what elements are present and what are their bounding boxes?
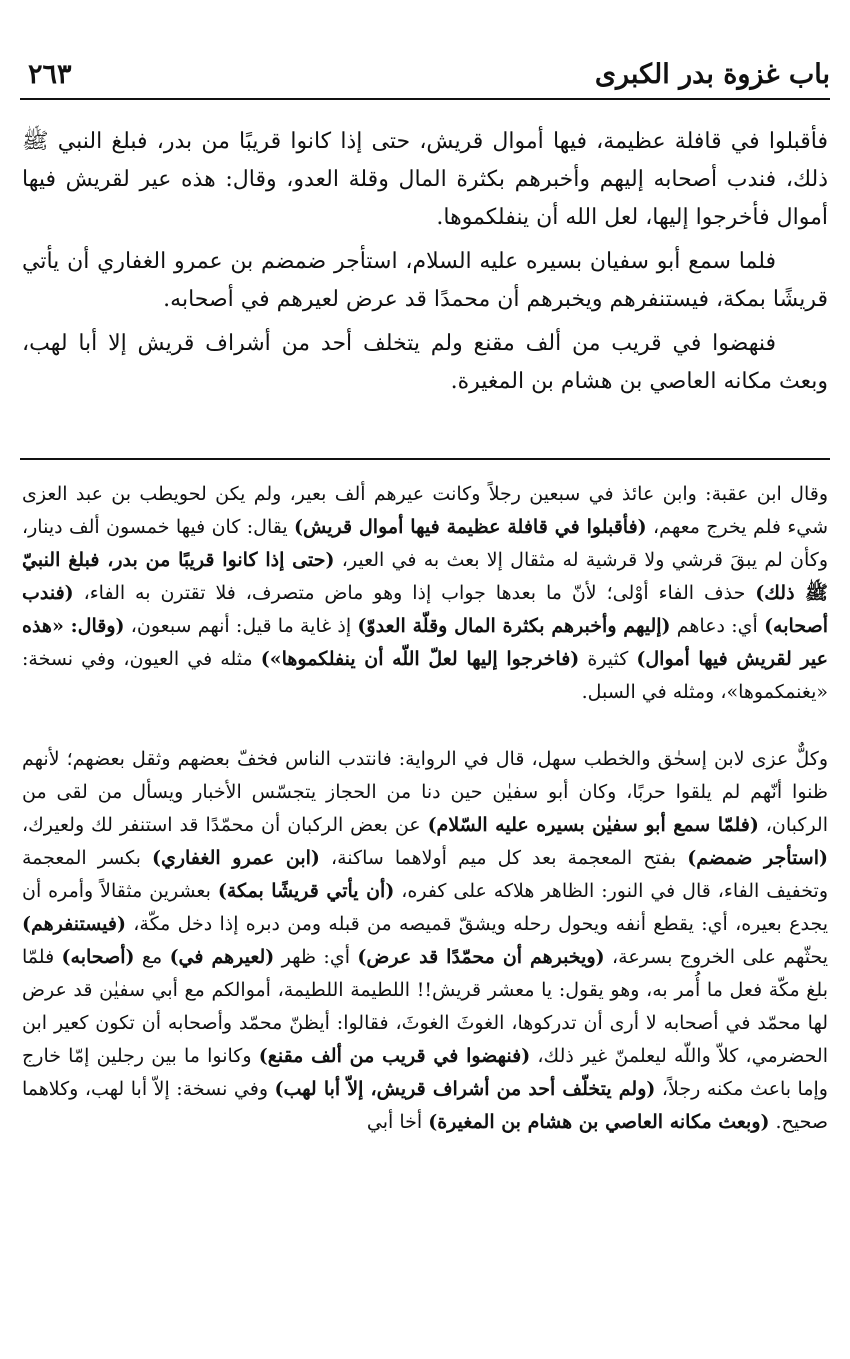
commentary-text: بفتح المعجمة بعد كل ميم أولاهما ساكنة،: [319, 847, 688, 869]
commentary-text: مع: [134, 946, 170, 968]
commentary-text: فلمّا بلغ مكّة فعل ما أُمر به، وهو يقول: يا معشر قريش!! اللطيمة اللطيمة، أموالكم مع أبي سفيٰن قد عرض لها محمّد في أصحابه لا أرى أن تدركوها، الغوثَ الغوثَ، فقالوا: أيظنّ محمّد وأصحابه أن تكون كعير ابن الحضرمي، كلاّ واللّه ليعلمنّ غير ذلك،: [22, 946, 828, 1067]
quoted-text: (فلمّا سمع أبو سفيٰن بسيره عليه السّلام): [427, 814, 759, 836]
quoted-text: (فنهضوا في قريب من ألف مقنع): [258, 1045, 531, 1067]
commentary-text: أي: ظهر: [274, 946, 358, 968]
section-divider: [20, 458, 830, 460]
quoted-text: (وبعث مكانه العاصي بن هشام بن المغيرة): [428, 1111, 770, 1133]
chapter-title: باب غزوة بدر الكبرى: [594, 59, 830, 90]
quoted-text: (حتى إذا كانوا قريبًا من بدر، فبلغ النبيّ ﷺ ذلك): [22, 549, 829, 604]
quoted-text: (فندب أصحابه): [22, 582, 828, 637]
quoted-text: (استأجر ضمضم): [687, 847, 828, 869]
quoted-text: (أن يأتي قريشًا بمكة): [217, 880, 395, 902]
main-paragraph-3: فنهضوا في قريب من ألف مقنع ولم يتخلف أحد من أشراف قريش إلا أبا لهب، وبعث مكانه العاصي بن هشام بن المغيرة.: [22, 331, 828, 394]
quoted-text: (فيستنفرهم): [22, 913, 126, 935]
header-divider: [20, 98, 830, 100]
commentary-text: وقال ابن عقبة: وابن عائذ في سبعين رجلاً وكانت عيرهم ألف بعير، ولم يكن لحويطب بن عبد العزى شيء فلم يخرج معهم،: [22, 483, 829, 538]
quoted-text: (فأقبلوا في قافلة عظيمة فيها أموال قريش): [294, 516, 647, 538]
commentary-text: بعشرين مثقالاً وأمره أن يجدع بعيره، أي: يقطع أنفه ويحول رحله ويشقّ قميصه من قبله ومن دبره إذا دخل مكّة،: [22, 880, 828, 935]
quoted-text: (إليهم وأخبرهم بكثرة المال وقلّة العدوّ): [357, 615, 671, 637]
commentary-text: أخا أبي: [366, 1111, 429, 1133]
quoted-text: (ويخبرهم أن محمّدًا قد عرض): [357, 946, 605, 968]
commentary-paragraph-1: [22, 478, 828, 709]
commentary-paragraph-2: [22, 743, 828, 1139]
quoted-text: (ابن عمرو الغفاري): [151, 847, 320, 869]
commentary-block: [22, 478, 828, 1139]
commentary-text: حذف الفاء أوْلى؛ لأنّ ما بعدها جواب إذا وهو ماض متصرف، فلا تقترن به الفاء،: [73, 582, 756, 604]
page-header: [20, 52, 830, 96]
page-number: ٢٦٣: [28, 59, 72, 90]
commentary-text: وفي نسخة: إلاّ أبا لهب، وكلاهما صحيح.: [22, 1078, 828, 1133]
main-paragraph-2: فلما سمع أبو سفيان بسيره عليه السلام، استأجر ضمضم بن عمرو الغفاري أن يأتي قريشًا بمكة، فيستنفرهم ويخبرهم أن محمدًا قد عرض لعيرهم في أصحابه.: [22, 249, 828, 312]
commentary-text: كثيرة: [579, 648, 637, 670]
commentary-text: أي: دعاهم: [670, 615, 765, 637]
quoted-text: (وقال: «هذه عير لقريش فيها أموال): [22, 615, 828, 670]
commentary-text: بكسر المعجمة وتخفيف الفاء، قال في النور: الظاهر هلاكه على كفره،: [22, 847, 828, 902]
commentary-text: وكلٌّ عزى لابن إسحٰق والخطب سهل، قال في الرواية: فانتدب الناس فخفّ بعضهم وثقل بعضهم؛ لأنهم ظنوا أنّهم لم يلقوا حربًا، وكان أبو سفيٰن حين دنا من الحجاز يتجسّس الأخبار ويسأل من لقى من الركبان،: [22, 748, 828, 836]
commentary-text: وكانوا ما بين رجلين إمّا خارج وإما باعث مكنه رجلاً،: [22, 1045, 828, 1100]
commentary-text: مثله في العيون، وفي نسخة: «يغنمكموها»، ومثله في السبل.: [22, 648, 828, 703]
main-paragraph-1: فأقبلوا في قافلة عظيمة، فيها أموال قريش، حتى إذا كانوا قريبًا من بدر، فبلغ النبي ﷺ ذلك، فندب أصحابه إليهم وأخبرهم بكثرة المال وقلة العدو، وقال: هذه عير لقريش فيها أموال فأخرجوا إليها، لعل الله أن ينفلكموها.: [22, 129, 828, 230]
commentary-text: يحثّهم على الخروج بسرعة،: [604, 946, 828, 968]
commentary-text: يقال: كان فيها خمسون ألف دينار، وكأن لم يبقَ قرشي ولا قرشية له مثقال إلا بعث به في العير،: [22, 516, 828, 571]
commentary-text: إذ غاية ما قيل: أنهم سبعون،: [124, 615, 358, 637]
quoted-text: (فاخرجوا إليها لعلّ اللّه أن ينفلكموها»): [260, 648, 580, 670]
quoted-text: (أصحابه): [61, 946, 135, 968]
quoted-text: (ولم يتخلّف أحد من أشراف قريش، إلاّ أبا لهب): [274, 1078, 656, 1100]
quoted-text: (لعيرهم في): [169, 946, 275, 968]
commentary-text: عن بعض الركبان أن محمّدًا قد استنفر لك ولعيرك،: [22, 814, 428, 836]
main-text-block: [22, 123, 828, 407]
